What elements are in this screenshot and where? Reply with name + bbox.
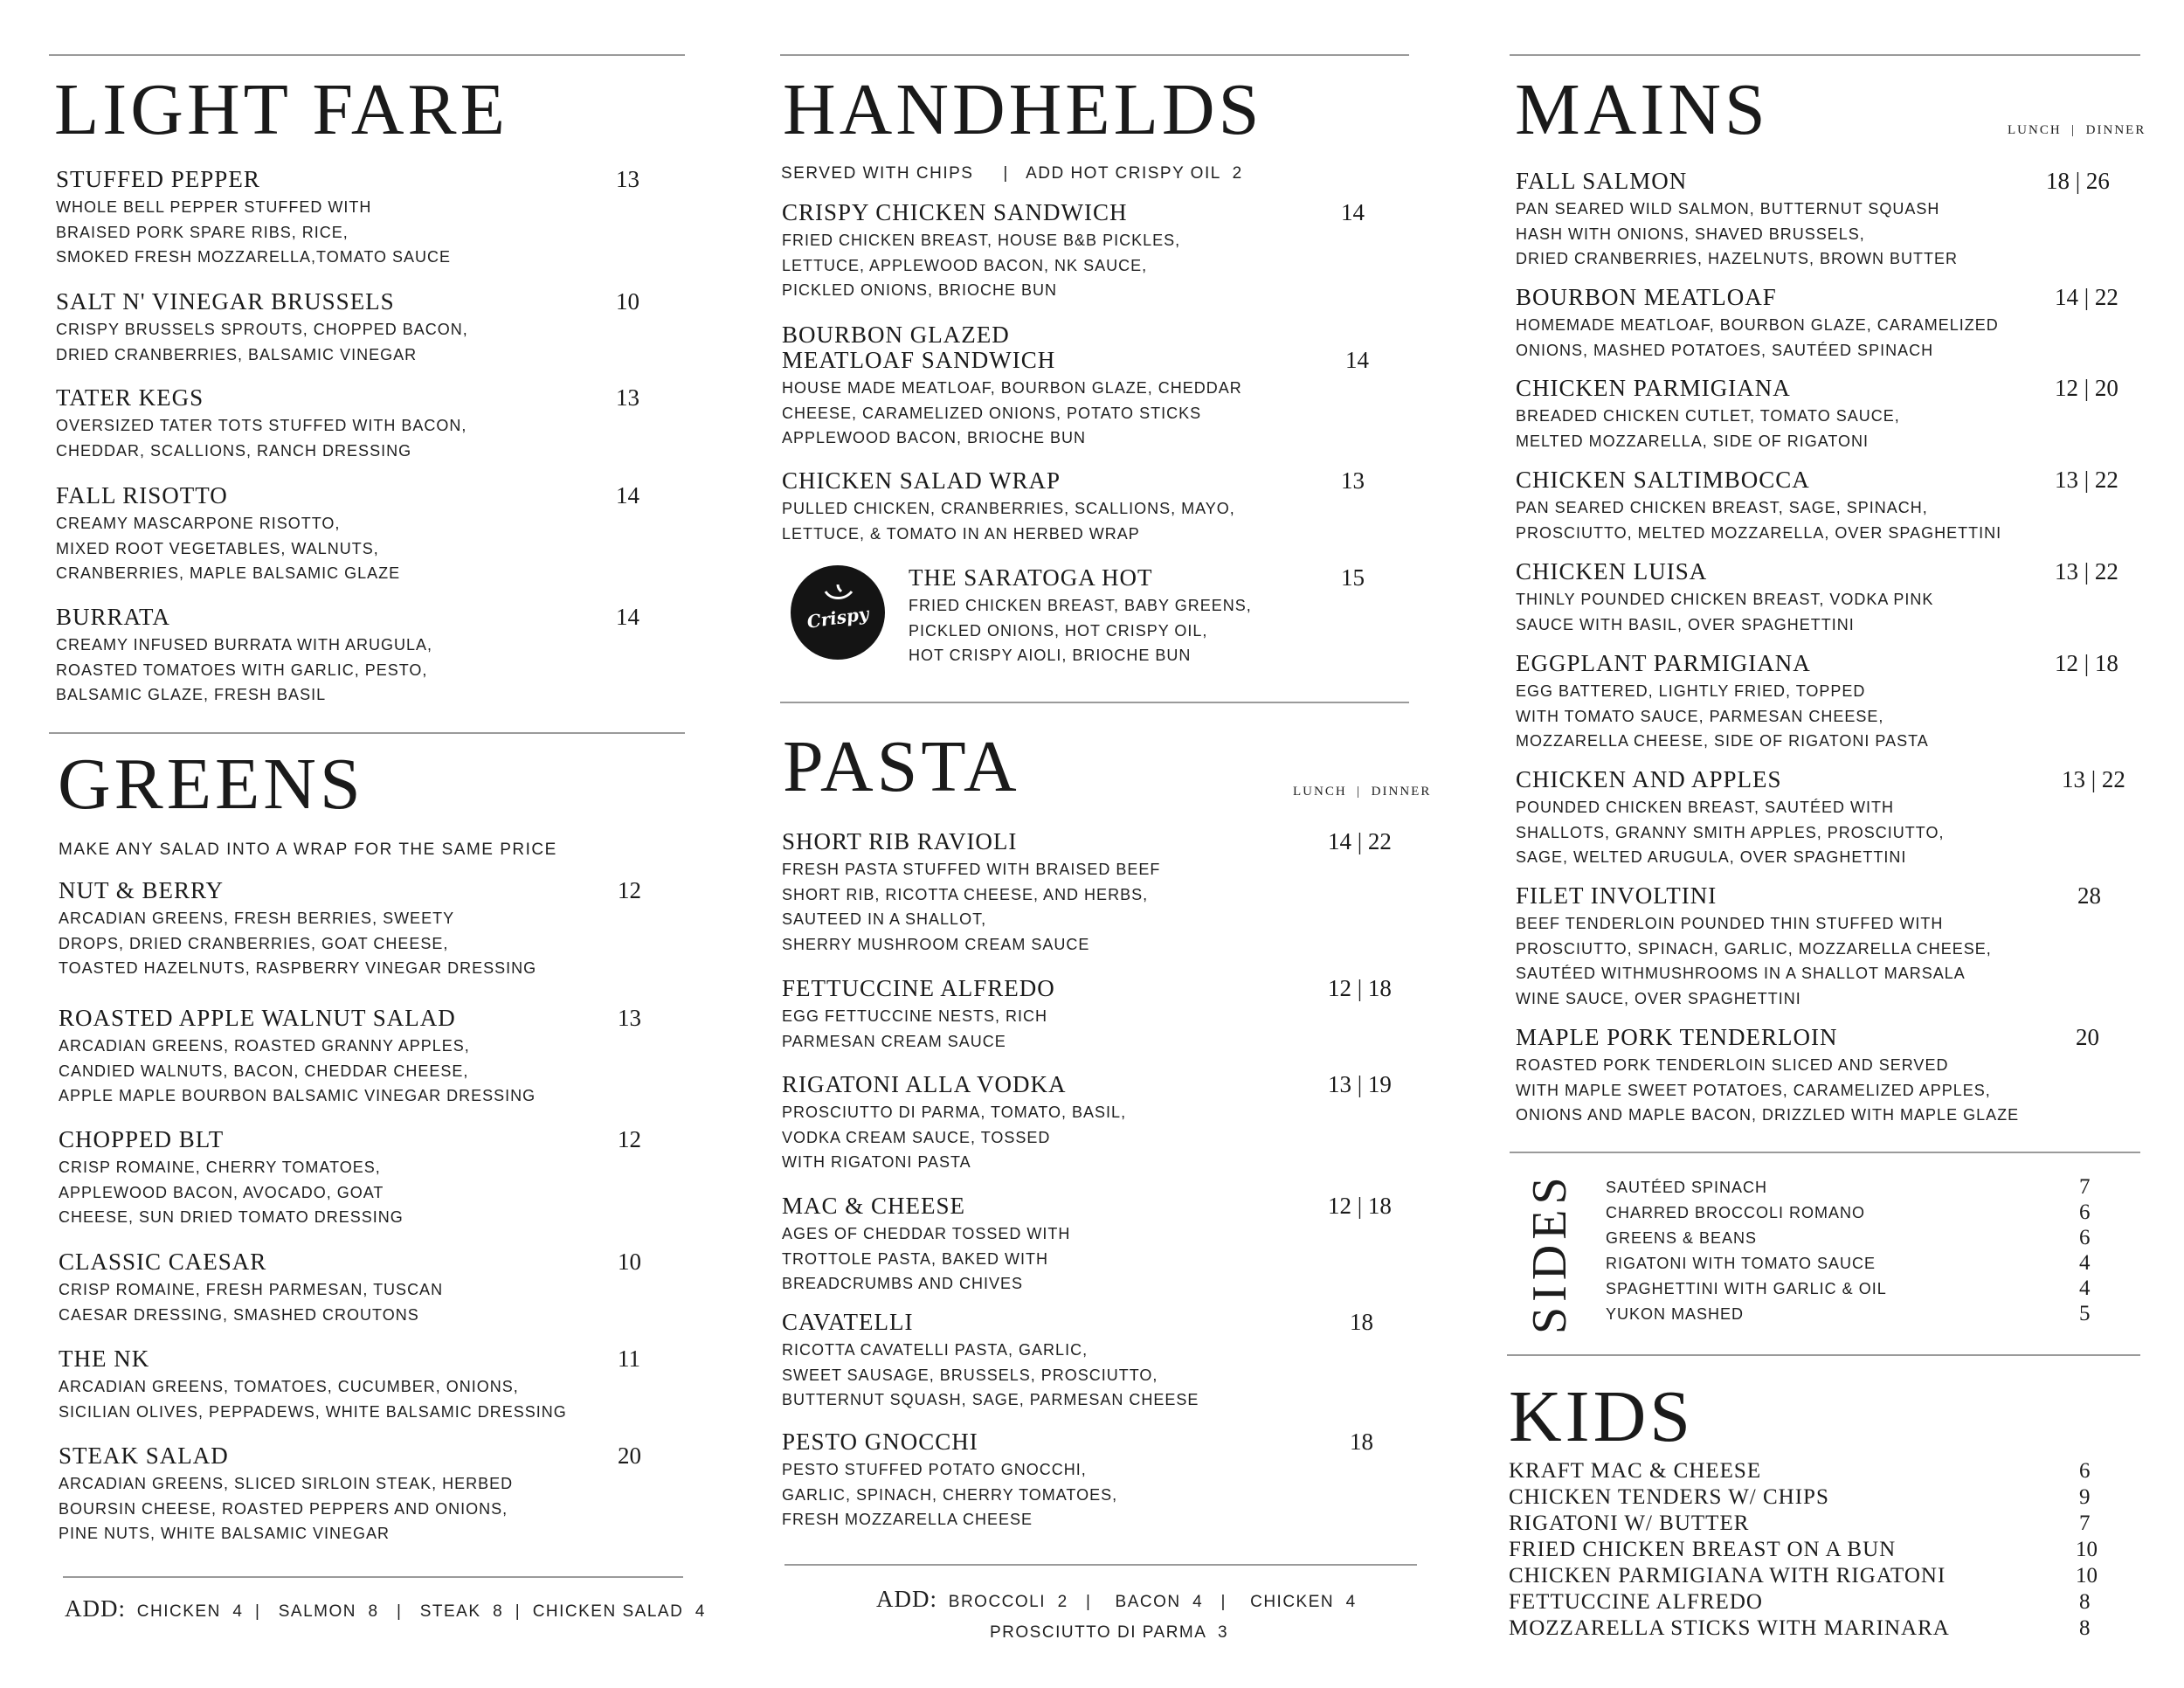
item-name: ROASTED APPLE WALNUT SALAD [59, 1005, 456, 1031]
logo-text: Crispy [805, 603, 870, 633]
kid-item-price: 8 [2079, 1616, 2091, 1640]
sides-title: SIDES [1523, 1172, 1577, 1334]
side-item-name: YUKON MASHED [1606, 1305, 1745, 1323]
item-name: CHICKEN LUISA [1516, 558, 1708, 585]
item-description: HOMEMADE MEATLOAF, BOURBON GLAZE, CARAMELIZED ONIONS, MASHED POTATOES, SAUTÉED SPINACH [1516, 316, 1999, 359]
item-description: ARCADIAN GREENS, TOMATOES, CUCUMBER, ONIONS, SICILIAN OLIVES, PEPPADEWS, WHITE BALSAMIC DRESSING [59, 1378, 567, 1421]
item-price: 18 | 26 [2046, 168, 2110, 194]
item-price: 12 | 18 [1328, 975, 1392, 1001]
item-name: PESTO GNOCCHI [782, 1429, 978, 1455]
mains-top-rule [1510, 54, 2140, 56]
side-item-name: CHARRED BROCCOLI ROMANO [1606, 1204, 1866, 1221]
menu-item [782, 1193, 1070, 1297]
menu-item [1516, 559, 1933, 637]
mains-lunch-dinner-label: LUNCH | DINNER [2008, 123, 2146, 137]
item-name: STEAK SALAD [59, 1442, 229, 1469]
kid-item-name: FETTUCCINE ALFREDO [1509, 1590, 1763, 1614]
item-description: PULLED CHICKEN, CRANBERRIES, SCALLIONS, MAYO, LETTUCE, & TOMATO IN AN HERBED WRAP [782, 500, 1235, 543]
item-description: CRISPY BRUSSELS SPROUTS, CHOPPED BACON, DRIED CRANBERRIES, BALSAMIC VINEGAR [56, 321, 468, 363]
item-description: PESTO STUFFED POTATO GNOCCHI, GARLIC, SPINACH, CHERRY TOMATOES, FRESH MOZZARELLA CHEESE [782, 1461, 1118, 1528]
kid-item-price: 6 [2079, 1459, 2091, 1483]
item-name: EGGPLANT PARMIGIANA [1516, 650, 1811, 676]
side-item-price: 5 [2079, 1302, 2091, 1325]
item-price: 13 [618, 1005, 641, 1031]
kid-item-name: FRIED CHICKEN BREAST ON A BUN [1509, 1538, 1897, 1561]
item-price: 14 | 22 [1328, 828, 1392, 854]
mains-title: MAINS [1515, 69, 1769, 150]
item-price: 15 [1341, 564, 1365, 591]
pasta-add-ons-line-2: PROSCIUTTO DI PARMA 3 [990, 1623, 1229, 1642]
item-name: BOURBON GLAZED MEATLOAF SANDWICH [782, 322, 1056, 373]
menu-item [782, 976, 1055, 1054]
menu-item [59, 878, 536, 981]
item-price: 13 | 22 [2055, 558, 2118, 585]
kid-item-price: 10 [2076, 1538, 2098, 1561]
item-price: 14 [1345, 347, 1369, 373]
item-name: CHICKEN SALAD WRAP [782, 467, 1061, 494]
item-price: 20 [618, 1442, 641, 1469]
menu-item [56, 605, 432, 708]
item-name: CHICKEN AND APPLES [1516, 766, 1782, 792]
item-description: FRESH PASTA STUFFED WITH BRAISED BEEF SHORT RIB, RICOTTA CHEESE, AND HERBS, SAUTEED IN A SHALLOT, SHERRY MUSHROOM CREAM SAUCE [782, 861, 1161, 953]
side-item-price: 4 [2079, 1251, 2091, 1275]
item-name: TATER KEGS [56, 384, 204, 411]
item-description: EGG FETTUCCINE NESTS, RICH PARMESAN CREAM SAUCE [782, 1007, 1048, 1050]
item-description: HOUSE MADE MEATLOAF, BOURBON GLAZE, CHEDDAR CHEESE, CARAMELIZED ONIONS, POTATO STICKS APPLEWOOD BACON, BRIOCHE BUN [782, 379, 1242, 446]
item-name: BURRATA [56, 604, 170, 630]
menu-item [782, 322, 1242, 451]
light-fare-top-rule [49, 54, 685, 56]
menu-item [782, 1429, 1117, 1532]
add-label: ADD: [876, 1586, 937, 1612]
menu-item [1516, 1025, 2019, 1128]
pasta-top-rule [780, 702, 1409, 703]
add-options: CHICKEN 4 | SALMON 8 | STEAK 8 | CHICKEN SALAD 4 [136, 1602, 706, 1621]
menu-item [782, 468, 1235, 546]
add-label: ADD: [65, 1595, 126, 1622]
menu-item [909, 565, 1252, 668]
item-price: 14 [616, 604, 639, 630]
item-price: 20 [2076, 1024, 2099, 1050]
side-item-name: GREENS & BEANS [1606, 1229, 1758, 1247]
item-description: CRISP ROMAINE, FRESH PARMESAN, TUSCAN CAESAR DRESSING, SMASHED CROUTONS [59, 1281, 444, 1324]
menu-item [782, 829, 1160, 957]
add-options: BROCCOLI 2 | BACON 4 | CHICKEN 4 [948, 1593, 1357, 1611]
side-item-price: 6 [2079, 1200, 2091, 1224]
item-name: CHOPPED BLT [59, 1126, 225, 1152]
menu-item [782, 1072, 1126, 1175]
item-description: ARCADIAN GREENS, ROASTED GRANNY APPLES, CANDIED WALNUTS, BACON, CHEDDAR CHEESE, APPLE MAPLE BOURBON BALSAMIC VINEGAR DRESSING [59, 1037, 536, 1104]
menu-item [1516, 376, 1900, 453]
item-price: 11 [618, 1346, 640, 1372]
item-description: FRIED CHICKEN BREAST, HOUSE B&B PICKLES, LETTUCE, APPLEWOOD BACON, NK SAUCE, PICKLED ONIONS, BRIOCHE BUN [782, 232, 1181, 299]
side-item-name: SAUTÉED SPINACH [1606, 1179, 1768, 1196]
item-description: THINLY POUNDED CHICKEN BREAST, VODKA PINK SAUCE WITH BASIL, OVER SPAGHETTINI [1516, 591, 1934, 633]
item-name: CHICKEN PARMIGIANA [1516, 375, 1791, 401]
item-price: 12 [618, 1126, 641, 1152]
item-price: 13 | 22 [2055, 467, 2118, 493]
item-name: CHICKEN SALTIMBOCCA [1516, 467, 1810, 493]
item-description: WHOLE BELL PEPPER STUFFED WITH BRAISED PORK SPARE RIBS, RICE, SMOKED FRESH MOZZARELLA,TOMATO SAUCE [56, 198, 452, 266]
item-price: 14 | 22 [2055, 284, 2118, 310]
menu-item [1516, 169, 1958, 272]
side-item-name: RIGATONI WITH TOMATO SAUCE [1606, 1255, 1876, 1272]
kid-item-name: CHICKEN PARMIGIANA WITH RIGATONI [1509, 1564, 1946, 1588]
handhelds-top-rule [780, 54, 1409, 56]
item-name: CAVATELLI [782, 1309, 914, 1335]
menu-item [56, 289, 468, 367]
item-name: CRISPY CHICKEN SANDWICH [782, 199, 1128, 225]
kid-item-name: KRAFT MAC & CHEESE [1509, 1459, 1762, 1483]
hot-crispy-oil-logo [791, 565, 885, 660]
item-description: POUNDED CHICKEN BREAST, SAUTÉED WITH SHALLOTS, GRANNY SMITH APPLES, PROSCIUTTO, SAGE, WELTED ARUGULA, OVER SPAGHETTINI [1516, 799, 1945, 866]
kids-top-rule [1507, 1354, 2140, 1356]
item-name: THE NK [59, 1346, 150, 1372]
item-description: ARCADIAN GREENS, FRESH BERRIES, SWEETY DROPS, DRIED CRANBERRIES, GOAT CHEESE, TOASTED HAZELNUTS, RASPBERRY VINEGAR DRESSING [59, 910, 537, 977]
item-name: STUFFED PEPPER [56, 166, 260, 192]
item-description: RICOTTA CAVATELLI PASTA, GARLIC, SWEET SAUSAGE, BRUSSELS, PROSCIUTTO, BUTTERNUT SQUASH, SAGE, PARMESAN CHEESE [782, 1341, 1199, 1408]
menu-item [1516, 467, 2001, 545]
item-name: FILET INVOLTINI [1516, 882, 1717, 909]
item-price: 13 [616, 384, 639, 411]
item-description: BREADED CHICKEN CUTLET, TOMATO SAUCE, MELTED MOZZARELLA, SIDE OF RIGATONI [1516, 407, 1900, 450]
menu-item [59, 1127, 404, 1230]
item-description: ROASTED PORK TENDERLOIN SLICED AND SERVED WITH MAPLE SWEET POTATOES, CARAMELIZED APPLES, ONIONS AND MAPLE BACON, DRIZZLED WITH MAPLE GLAZE [1516, 1056, 2020, 1124]
item-price: 13 [616, 166, 639, 192]
item-name: CLASSIC CAESAR [59, 1249, 267, 1275]
item-description: CREAMY MASCARPONE RISOTTO, MIXED ROOT VEGETABLES, WALNUTS, CRANBERRIES, MAPLE BALSAMIC GLAZE [56, 515, 401, 582]
side-item-price: 7 [2079, 1175, 2091, 1199]
menu-item [59, 1346, 567, 1424]
handhelds-title: HANDHELDS [783, 69, 1263, 150]
item-description: CREAMY INFUSED BURRATA WITH ARUGULA, ROASTED TOMATOES WITH GARLIC, PESTO, BALSAMIC GLAZE, FRESH BASIL [56, 636, 433, 703]
item-description: FRIED CHICKEN BREAST, BABY GREENS, PICKLED ONIONS, HOT CRISPY OIL, HOT CRISPY AIOLI, BRIOCHE BUN [909, 597, 1252, 664]
item-name: FALL RISOTTO [56, 482, 228, 508]
side-item-price: 6 [2079, 1226, 2091, 1249]
menu-item [782, 200, 1180, 303]
item-name: SALT N' VINEGAR BRUSSELS [56, 288, 395, 315]
item-price: 13 | 22 [2062, 766, 2125, 792]
item-description: PROSCIUTTO DI PARMA, TOMATO, BASIL, VODKA CREAM SAUCE, TOSSED WITH RIGATONI PASTA [782, 1103, 1127, 1171]
item-price: 10 [616, 288, 639, 315]
greens-add-ons [65, 1595, 706, 1622]
menu-item [59, 1006, 536, 1109]
item-price: 28 [2077, 882, 2101, 909]
greens-bottom-rule [63, 1576, 683, 1578]
handhelds-note: SERVED WITH CHIPS | ADD HOT CRISPY OIL 2 [781, 164, 1243, 183]
kid-item-price: 10 [2076, 1564, 2098, 1588]
kid-item-name: RIGATONI W/ BUTTER [1509, 1512, 1750, 1535]
menu-item [1516, 767, 1944, 870]
item-name: FALL SALMON [1516, 168, 1688, 194]
kid-item-price: 8 [2079, 1590, 2091, 1614]
item-name: MAPLE PORK TENDERLOIN [1516, 1024, 1838, 1050]
item-name: SHORT RIB RAVIOLI [782, 828, 1018, 854]
menu-item [1516, 285, 1999, 363]
item-description: PAN SEARED WILD SALMON, BUTTERNUT SQUASH HASH WITH ONIONS, SHAVED BRUSSELS, DRIED CRANBERRIES, HAZELNUTS, BROWN BUTTER [1516, 200, 1959, 267]
menu-item [56, 483, 400, 586]
item-price: 12 | 18 [2055, 650, 2118, 676]
pasta-title: PASTA [783, 726, 1020, 807]
item-name: RIGATONI ALLA VODKA [782, 1071, 1067, 1097]
item-description: ARCADIAN GREENS, SLICED SIRLOIN STEAK, HERBED BOURSIN CHEESE, ROASTED PEPPERS AND ONIONS, PINE NUTS, WHITE BALSAMIC VINEGAR [59, 1475, 514, 1542]
item-price: 12 | 18 [1328, 1193, 1392, 1219]
item-price: 14 [1341, 199, 1365, 225]
item-price: 13 | 19 [1328, 1071, 1392, 1097]
item-description: CRISP ROMAINE, CHERRY TOMATOES, APPLEWOOD BACON, AVOCADO, GOAT CHEESE, SUN DRIED TOMATO DRESSING [59, 1159, 404, 1226]
greens-top-rule [49, 732, 685, 734]
greens-title: GREENS [58, 744, 364, 825]
pasta-bottom-rule [784, 1564, 1417, 1566]
side-item-name: SPAGHETTINI WITH GARLIC & OIL [1606, 1280, 1887, 1297]
item-description: BEEF TENDERLOIN POUNDED THIN STUFFED WITH PROSCIUTTO, SPINACH, GARLIC, MOZZARELLA CHEESE, SAUTÉED WITHMUSHROOMS IN A SHALLOT MARSALA WINE SAUCE, OVER SPAGHETTINI [1516, 915, 1992, 1007]
kid-item-price: 7 [2079, 1512, 2091, 1535]
pasta-lunch-dinner-label: LUNCH | DINNER [1293, 785, 1432, 799]
kids-title: KIDS [1509, 1376, 1695, 1457]
item-price: 12 [618, 877, 641, 903]
item-price: 12 | 20 [2055, 375, 2118, 401]
item-description: OVERSIZED TATER TOTS STUFFED WITH BACON, CHEDDAR, SCALLIONS, RANCH DRESSING [56, 417, 467, 460]
side-item-price: 4 [2079, 1276, 2091, 1300]
menu-item [1516, 883, 1992, 1011]
sides-top-rule [1510, 1152, 2140, 1153]
item-price: 18 [1350, 1309, 1373, 1335]
item-price: 14 [616, 482, 639, 508]
kid-item-name: MOZZARELLA STICKS WITH MARINARA [1509, 1616, 1950, 1640]
menu-item [59, 1249, 443, 1327]
kid-item-name: CHICKEN TENDERS W/ CHIPS [1509, 1485, 1829, 1509]
item-price: 18 [1350, 1429, 1373, 1455]
menu-item [59, 1443, 513, 1546]
item-name: THE SARATOGA HOT [909, 564, 1153, 591]
menu-item [782, 1310, 1199, 1413]
item-description: AGES OF CHEDDAR TOSSED WITH TROTTOLE PASTA, BAKED WITH BREADCRUMBS AND CHIVES [782, 1225, 1071, 1292]
kid-item-price: 9 [2079, 1485, 2091, 1509]
item-name: FETTUCCINE ALFREDO [782, 975, 1055, 1001]
item-name: MAC & CHEESE [782, 1193, 966, 1219]
menu-item [56, 167, 451, 270]
menu-item [56, 385, 467, 463]
menu-item [1516, 651, 1929, 754]
item-name: NUT & BERRY [59, 877, 225, 903]
greens-note: MAKE ANY SALAD INTO A WRAP FOR THE SAME PRICE [59, 841, 557, 859]
item-price: 13 [1341, 467, 1365, 494]
item-description: EGG BATTERED, LIGHTLY FRIED, TOPPED WITH TOMATO SAUCE, PARMESAN CHEESE, MOZZARELLA CHEESE, SIDE OF RIGATONI PASTA [1516, 682, 1929, 750]
item-name: BOURBON MEATLOAF [1516, 284, 1777, 310]
item-price: 10 [618, 1249, 641, 1275]
item-description: PAN SEARED CHICKEN BREAST, SAGE, SPINACH, PROSCIUTTO, MELTED MOZZARELLA, OVER SPAGHETTINI [1516, 499, 2002, 542]
light-fare-title: LIGHT FARE [54, 69, 508, 150]
pasta-add-ons [876, 1586, 1357, 1613]
